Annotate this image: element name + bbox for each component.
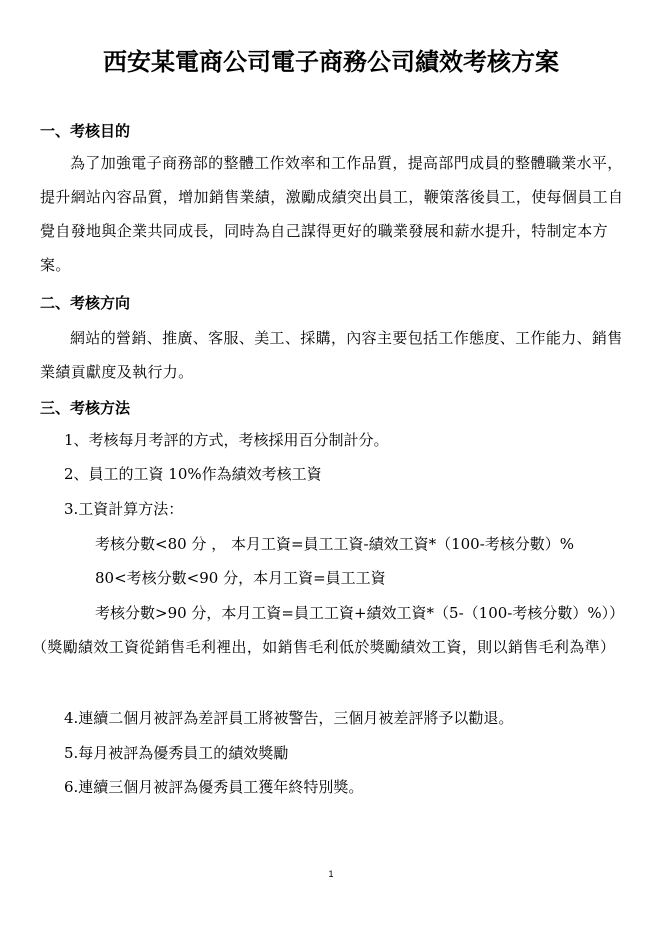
section-paragraph-direction: 網站的營銷、推廣、客服、美工、採購，內容主要包括工作態度、工作能力、銷售業績貢獻度及執行力。 [40, 329, 623, 381]
section-paragraph-purpose: 為了加強電子商務部的整體工作效率和工作品質，提高部門成員的整體職業水平，提升網站內容品質，增加銷售業績，激勵成績突出員工，鞭策落後員工，使每個員工自覺自發地與企業共同成長，同時為自己謀得更好的職業發展和薪水提升，特制定本方案。 [40, 154, 624, 274]
section-heading-purpose: 一、考核目的 [40, 122, 131, 140]
section-heading-direction: 二、考核方向 [40, 294, 131, 312]
method-item-5: 5.每月被評為優秀員工的績效獎勵 [64, 744, 289, 762]
method-item-1: 1、考核每月考評的方式，考核採用百分制計分。 [64, 431, 389, 449]
section-heading-method: 三、考核方法 [40, 399, 131, 417]
method-item-6: 6.連續三個月被評為優秀員工獲年終特別獎。 [64, 778, 364, 796]
salary-formula-low: 考核分數<80 分 ， 本月工資=員工工資-績效工資*（100-考核分數）% [95, 535, 575, 553]
method-item-4: 4.連續二個月被評為差評員工將被警告，三個月被差評將予以勸退。 [64, 709, 514, 727]
salary-formula-high: 考核分數>90 分，本月工資=員工工資+績效工資*（5-（100-考核分數）%）） [95, 604, 625, 622]
page-number: 1 [328, 869, 334, 879]
method-item-2: 2、員工的工資 10%作為績效考核工資 [64, 465, 322, 483]
bonus-source-note: （獎勵績效工資從銷售毛利裡出，如銷售毛利低於獎勵績效工資，則以銷售毛利為準） [32, 638, 616, 656]
method-item-3: 3.工資計算方法： [64, 500, 184, 518]
document-title: 西安某電商公司電子商務公司績效考核方案 [103, 47, 559, 76]
salary-formula-mid: 80<考核分數<90 分，本月工資=員工工資 [95, 569, 386, 587]
